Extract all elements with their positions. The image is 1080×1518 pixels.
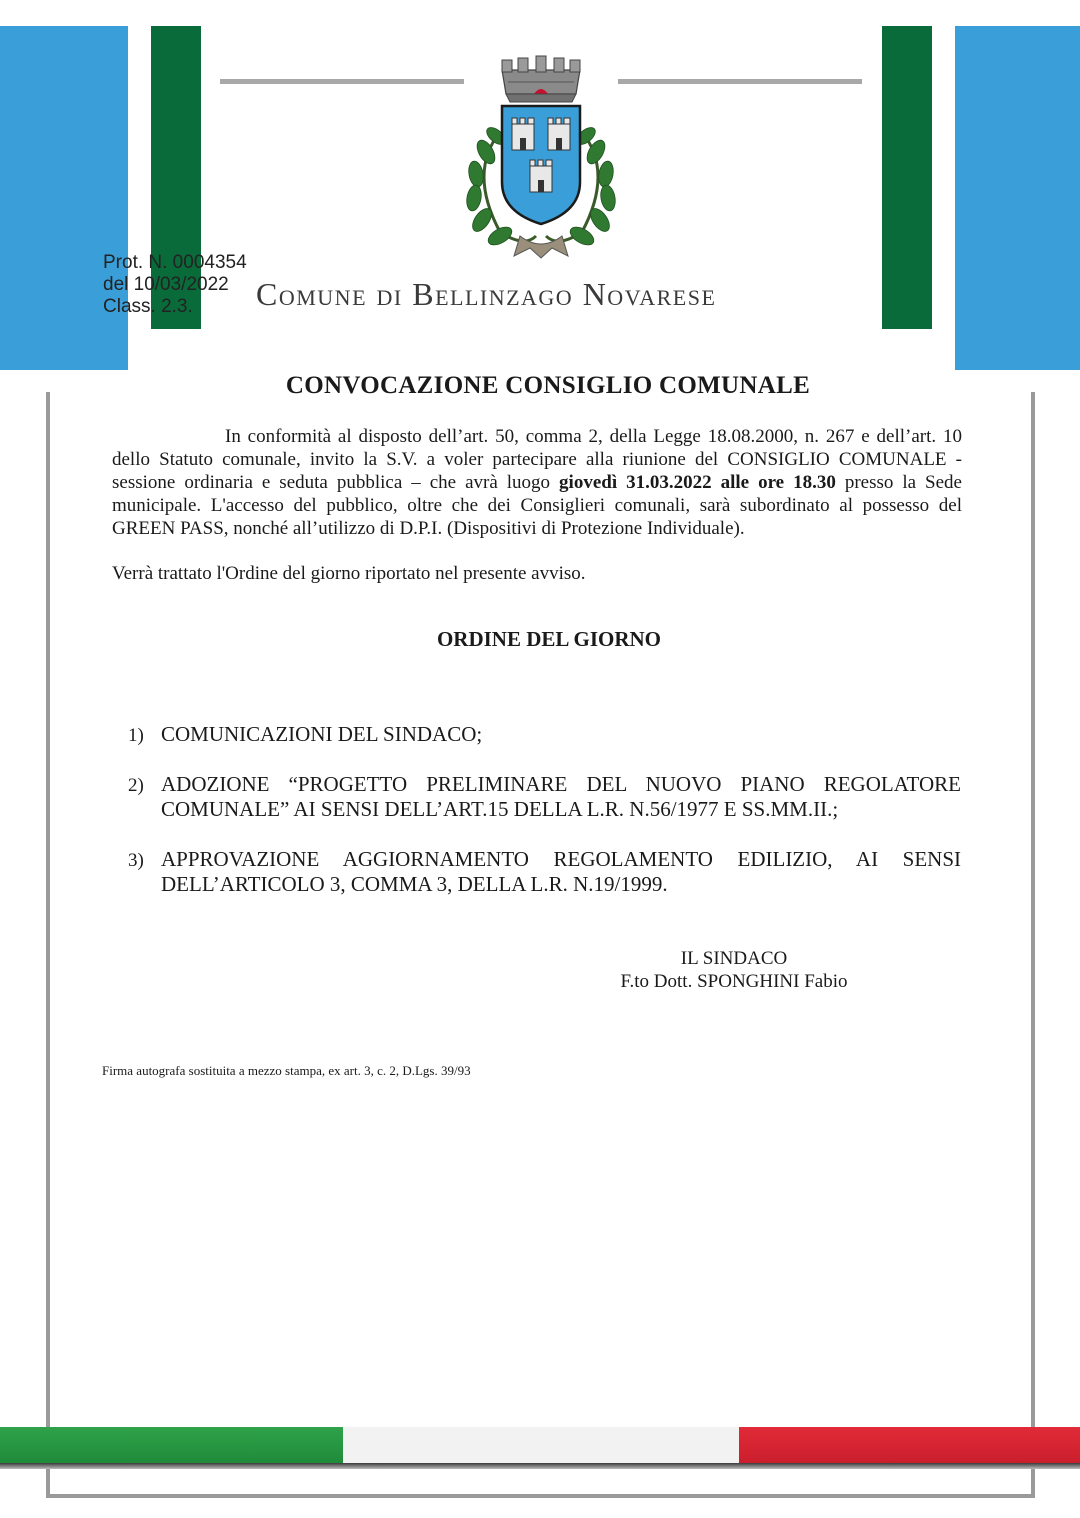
protocol-class: Class. 2.3. xyxy=(103,296,193,317)
agenda-title: ORDINE DEL GIORNO xyxy=(436,627,662,651)
protocol-number: Prot. N. 0004354 xyxy=(103,252,247,273)
comune-name: Comune di Bellinzago Novarese xyxy=(256,276,717,312)
frame-bottom xyxy=(46,1494,1035,1498)
body-text-part2: presso la Sede municipale. L'accesso del pubblico, oltre che dei Consiglieri comunali, sarà subordinato al possesso del GREEN PASS, nonché all’utilizzo di D.P.I. (Dispositivi di Protezione Individuale). xyxy=(112,472,962,539)
header-rule-right xyxy=(618,79,862,84)
frame-right xyxy=(1031,392,1035,1498)
agenda-item-text: ADOZIONE “PROGETTO PRELIMINARE DEL NUOVO PIANO REGOLATORE COMUNALE” AI SENSI DELL’ART.15 DELLA L.R. N.56/1977 E SS.MM.II.; xyxy=(161,772,961,821)
body-paragraph xyxy=(112,425,962,540)
footnote: Firma autografa sostituita a mezzo stampa, ex art. 3, c. 2, D.Lgs. 39/93 xyxy=(102,1063,471,1078)
meeting-date: giovedì 31.03.2022 alle ore 18.30 xyxy=(559,472,836,493)
document-title: CONVOCAZIONE CONSIGLIO COMUNALE xyxy=(285,372,811,399)
body-text-part1: In conformità al disposto dell’art. 50, comma 2, della Legge 18.08.2000, n. 267 e dell’art. 10 dello Statuto comunale, invito la S.V. a voler partecipare alla riunione del CONSIGLIO COMUNALE - sessione ordinaria e seduta pubblica – che avrà luogo xyxy=(112,426,962,493)
agenda-item xyxy=(128,772,961,822)
flag-band-green xyxy=(0,1427,343,1465)
frame-left xyxy=(46,392,50,1498)
agenda-item xyxy=(128,847,961,897)
signature-name: F.to Dott. SPONGHINI Fabio xyxy=(620,971,848,992)
header-rule-left xyxy=(220,79,464,84)
header-band-blue-left xyxy=(0,26,128,370)
agenda-item-number: 1) xyxy=(128,725,144,746)
header-band-blue-right xyxy=(955,26,1080,370)
crown-icon xyxy=(502,56,580,102)
flag-band-shadow xyxy=(0,1463,1080,1469)
agenda-item-text: COMUNICAZIONI DEL SINDACO; xyxy=(161,722,483,746)
signature-title: IL SINDACO xyxy=(680,948,788,969)
agenda-notice: Verrà trattato l'Ordine del giorno riportato nel presente avviso. xyxy=(112,563,586,584)
protocol-stamp xyxy=(103,252,247,318)
agenda-item-text: APPROVAZIONE AGGIORNAMENTO REGOLAMENTO EDILIZIO, AI SENSI DELL’ARTICOLO 3, COMMA 3, DELLA L.R. N.19/1999. xyxy=(161,847,961,896)
flag-band-red xyxy=(739,1427,1080,1465)
agenda-item-number: 3) xyxy=(128,850,144,871)
protocol-date: del 10/03/2022 xyxy=(103,274,229,295)
agenda-item-number: 2) xyxy=(128,775,144,796)
header-band-green-right xyxy=(882,26,932,329)
agenda-item xyxy=(128,722,961,747)
coat-of-arms-icon xyxy=(460,52,622,262)
flag-band-white xyxy=(343,1427,739,1465)
